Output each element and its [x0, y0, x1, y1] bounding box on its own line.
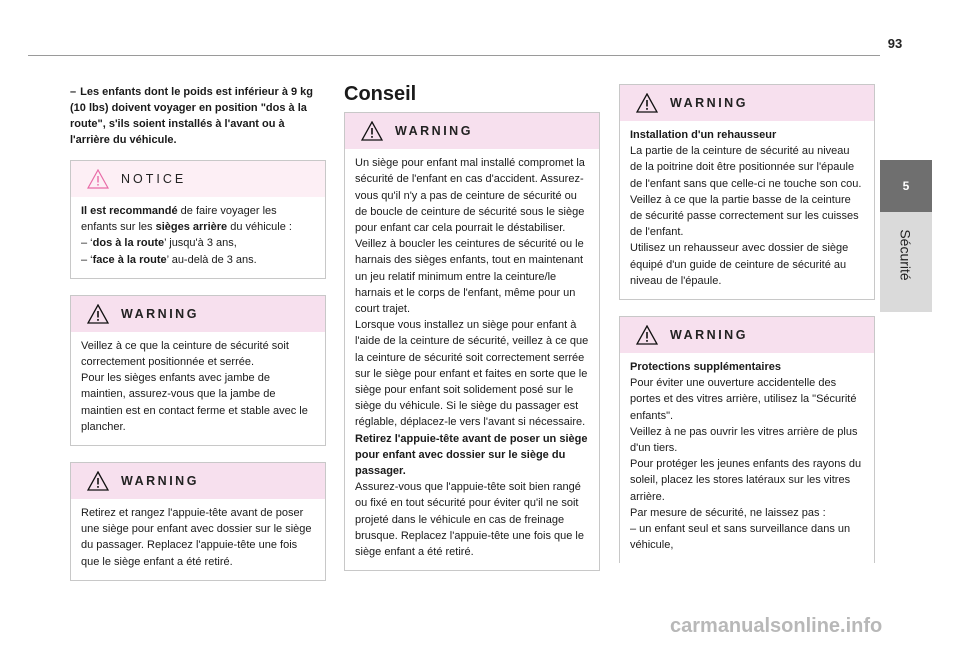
notice-bold-4: face à la route	[92, 253, 167, 266]
warning-para-2: Veillez à ne pas ouvrir les vitres arrière de plus d'un tiers.	[630, 425, 858, 455]
warning-para-5: Assurez-vous que l'appuie-tête soit bien rangé ou fixé en tout sécurité pour éviter qu'il ne soit projeté dans le véhicule en cas de freinage brusque. Replacez l'appuie-tête une fois que le siège enfant a été retiré.	[355, 481, 584, 559]
warning-icon	[361, 121, 383, 141]
chapter-label: Sécurité	[897, 229, 914, 281]
notice-text-3: ’ jusqu'à 3 ans,	[164, 237, 237, 250]
warning-label: WARNING	[670, 95, 748, 110]
intro-text: Les enfants dont le poids est inférieur à 9 kg (10 lbs) doivent voyager en position "dos à la route", s'ils soient installés à l'avant ou à l'arrière du véhicule.	[70, 86, 314, 146]
chapter-tab[interactable]: 5	[880, 160, 932, 212]
warning-para-4: Par mesure de sécurité, ne laissez pas :	[630, 506, 826, 519]
warning-label: WARNING	[121, 473, 199, 488]
warning-heading: Installation d'un rehausseur	[630, 129, 777, 141]
section-title: Conseil	[344, 83, 417, 105]
page-number: 93	[887, 36, 903, 51]
notice-box	[70, 160, 326, 279]
warning-para-1: Un siège pour enfant mal installé compromet la sécurité de l'enfant en cas d'accident. Assurez-vous qu'il n'y a pas de ceinture de sécurité ou de boucle de ceinture de sécurité sous le siège pour enfant car cela pourrait le déstabiliser.	[355, 157, 585, 235]
notice-bold-2: sièges arrière	[155, 221, 228, 234]
warning-para-1: La partie de la ceinture de sécurité au niveau de la poitrine doit être positionnée sur l'épaule de l'enfant sans que celle-ci ne touche son cou.	[630, 145, 862, 190]
notice-dash-3: – ‘	[81, 253, 93, 266]
warning-body	[71, 332, 325, 445]
notice-line-2	[81, 235, 315, 251]
warning-label: WARNING	[670, 327, 748, 342]
warning-para-2: Veillez à boucler les ceintures de sécurité ou le harnais des sièges enfants, tout en maintenant un jeu relatif minimum entre la ceinture/le harnais et le corps de l'enfant, même pour un court trajet.	[355, 238, 584, 316]
warning-body	[71, 499, 325, 580]
notice-dash-2: – ‘	[81, 237, 93, 250]
warning-icon	[636, 325, 658, 345]
notice-header	[71, 161, 325, 197]
notice-text-4: ’ au-delà de 3 ans.	[166, 253, 257, 266]
notice-text-2: du véhicule :	[227, 221, 292, 234]
notice-icon	[87, 169, 109, 189]
notice-bold-3: dos à la route	[92, 237, 165, 250]
warning-label: WARNING	[121, 306, 199, 321]
warning-text: Retirez et rangez l'appuie-tête avant de poser une siège pour enfant avec dossier sur le siège du passager. Replacez l'appuie-tête une fois que le siège enfant a été retiré.	[81, 507, 312, 568]
notice-bold-1: Il est recommandé	[81, 205, 178, 217]
notice-body	[71, 197, 325, 278]
warning-heading: Protections supplémentaires	[630, 361, 781, 374]
warning-box-headrest	[70, 462, 326, 581]
warning-box-protections	[619, 316, 875, 563]
warning-header	[71, 296, 325, 332]
header-rule	[28, 55, 880, 56]
warning-box-conseil	[344, 112, 600, 571]
warning-text: Veillez à ce que la ceinture de sécurité soit correctement positionnée et serrée. Pour les sièges enfants avec jambe de maintien, assurez-vous que la jambe de maintien est en contact ferme et stable avec le plancher.	[81, 339, 308, 433]
chapter-label-wrap	[880, 205, 932, 305]
warning-box-booster	[619, 84, 875, 300]
warning-header	[620, 317, 874, 353]
column-1	[70, 84, 326, 597]
notice-label: NOTICE	[121, 171, 187, 186]
warning-body	[620, 353, 874, 563]
warning-para-3: Utilisez un rehausseur avec dossier de siège équipé d'un guide de ceinture de sécurité au niveau de l'épaule.	[630, 242, 849, 287]
warning-label: WARNING	[395, 124, 473, 139]
notice-line-1	[81, 203, 315, 235]
warning-para-4: Retirez l'appuie-tête avant de poser un siège pour enfant avec dossier sur le siège du passager.	[355, 432, 588, 478]
warning-para-2: Veillez à ce que la partie basse de la ceinture de sécurité passe correctement sur les cuisses de l'enfant.	[630, 193, 859, 239]
warning-body	[620, 121, 874, 299]
warning-box-seatbelt	[70, 295, 326, 446]
notice-line-3	[81, 252, 315, 268]
column-3	[619, 84, 875, 579]
intro-paragraph	[70, 84, 326, 148]
warning-body	[345, 149, 599, 570]
warning-icon	[636, 93, 658, 113]
warning-para-5: – un enfant seul et sans surveillance dans un véhicule,	[630, 523, 851, 552]
warning-icon	[87, 304, 109, 324]
column-2	[344, 84, 600, 587]
warning-header	[71, 463, 325, 499]
warning-icon	[87, 471, 109, 491]
warning-para-3: Pour protéger les jeunes enfants des rayons du soleil, placez les stores latéraux sur les vitres arrière.	[630, 458, 862, 503]
warning-header	[345, 113, 599, 149]
notice-text-1: de faire voyager les enfants sur les	[81, 205, 277, 234]
intro-dash: –	[70, 86, 77, 98]
warning-para-1: Pour éviter une ouverture accidentelle des portes et des vitres arrière, utilisez la "Sécurité enfants".	[630, 377, 857, 422]
watermark: carmanualsonline.info	[670, 615, 883, 637]
warning-para-3: Lorsque vous installez un siège pour enfant à l'aide de la ceinture de sécurité, veillez à ce que la ceinture de sécurité soit correctement serrée sur le siège pour enfant et faites en sorte que le siège pour enfant soit solidement posé sur le siège du véhicule. Si le siège du passager est réglable, déplacez-le vers l'avant si nécessaire.	[355, 319, 589, 429]
warning-header	[620, 85, 874, 121]
